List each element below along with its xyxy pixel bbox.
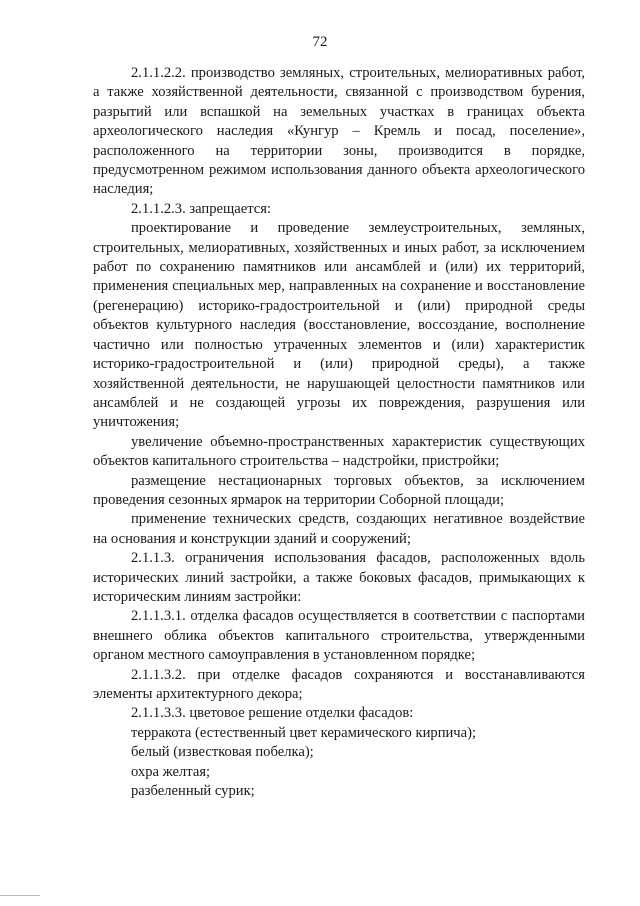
paragraph: 2.1.1.3.2. при отделке фасадов сохраняются и восстанавливаются элементы архитектурного декора; (93, 666, 585, 702)
paragraph: терракота (естественный цвет керамического кирпича); (131, 724, 477, 741)
paragraph: 2.1.1.3.1. отделка фасадов осуществляется в соответствии с паспортами внешнего облика объектов капитального строительства, утвержденными органом местного самоуправления в установленном порядке; (93, 608, 585, 664)
paragraph: применение технических средств, создающих негативное воздействие на основания и конструкции зданий и сооружений; (93, 511, 585, 547)
paragraph: размещение нестационарных торговых объектов, за исключением проведения сезонных ярмарок на территории Соборной площади; (93, 472, 585, 508)
paragraph: 2.1.1.3.3. цветовое решение отделки фасадов: (131, 705, 414, 722)
scan-edge-mark (0, 895, 40, 896)
paragraph: 2.1.1.2.2. производство земляных, строительных, мелиоративных работ, а также хозяйственной деятельности, связанной с производством бурения, разрытий или вспашкой на земельных участках в границах объекта археологического наследия «Кунгур – Кремль и посад, поселение», расположенного на территории зоны, производится в порядке, предусмотренном режимом использования данного объекта археологического наследия; (93, 65, 585, 198)
paragraph: 2.1.1.2.3. запрещается: (131, 200, 272, 217)
page-number: 72 (312, 34, 328, 50)
paragraph: проектирование и проведение землеустроительных, земляных, строительных, мелиоративных, хозяйственных и иных работ, за исключением работ по сохранению памятников или ансамблей и (или) их территорий, применения специальных мер, направленных на сохранение и восстановление (регенерацию) историко-градостроительной и (или) природной среды объектов культурного наследия (восстановление, воссоздание, восполнение частично или полностью утраченных элементов и (или) характеристик историко-градостроительной и (или) природной среды), а также хозяйственной деятельности, не нарушающей целостности памятников или ансамблей и не создающей угрозы их повреждения, разрушения или уничтожения; (93, 220, 585, 431)
paragraph: охра желтая; (131, 763, 211, 780)
paragraph: разбеленный сурик; (131, 783, 255, 800)
paragraph: увеличение объемно-пространственных характеристик существующих объектов капитального строительства – надстройки, пристройки; (93, 433, 585, 470)
document-body (93, 64, 585, 801)
paragraph: 2.1.1.3. ограничения использования фасадов, расположенных вдоль исторических линий застройки, а также боковых фасадов, примыкающих к историческим линиям застройки: (93, 550, 585, 605)
paragraph: белый (известковая побелка); (131, 744, 314, 761)
